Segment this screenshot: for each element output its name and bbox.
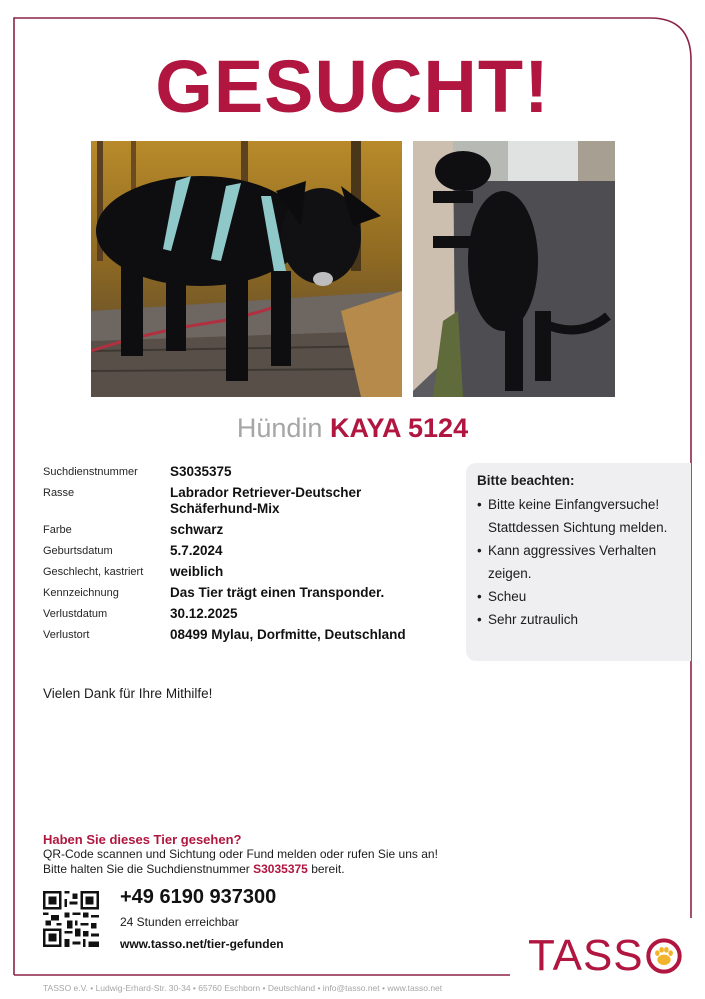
detail-label: Farbe — [43, 524, 72, 536]
detail-label: Geschlecht, kastriert — [43, 566, 144, 578]
cta-line-2-prefix: Bitte halten Sie die Suchdienstnummer — [43, 862, 254, 876]
detail-row-breed — [43, 485, 453, 517]
detail-row-identification — [43, 585, 453, 601]
logo-text: TASS — [528, 931, 644, 980]
detail-row-loss-location — [43, 627, 453, 643]
detail-value: Das Tier trägt einen Transponder. — [170, 585, 385, 600]
detail-row-color — [43, 522, 453, 538]
paw-icon — [645, 937, 683, 975]
detail-row-birthdate — [43, 543, 453, 559]
notice-item: • Kann aggressives Verhalten zeigen. — [477, 539, 681, 585]
detail-value: schwarz — [170, 522, 224, 537]
contact-website-link[interactable]: www.tasso.net/tier-gefunden — [120, 937, 284, 951]
cta-question: Haben Sie dieses Tier gesehen? — [43, 832, 242, 847]
cta-line-2 — [43, 862, 438, 877]
contact-hours: 24 Stunden erreichbar — [120, 915, 239, 929]
notice-item: • Scheu — [477, 585, 681, 608]
detail-value: 5.7.2024 — [170, 543, 223, 558]
notice-item: • Sehr zutraulich — [477, 608, 681, 631]
notice-list — [477, 493, 681, 631]
pet-photo-2 — [413, 141, 615, 397]
detail-value: S3035375 — [170, 464, 232, 479]
detail-label: Rasse — [43, 487, 75, 499]
contact-phone[interactable]: +49 6190 937300 — [120, 886, 277, 908]
qr-code[interactable] — [43, 891, 99, 947]
page-title: GESUCHT! — [155, 45, 550, 128]
detail-row-search-number — [43, 464, 453, 480]
call-to-action — [43, 832, 438, 877]
pet-name: KAYA 5124 — [329, 413, 469, 443]
detail-value: 08499 Mylau, Dorfmitte, Deutschland — [170, 627, 406, 642]
cta-line-1: QR-Code scannen und Sichtung oder Fund melden oder rufen Sie uns an! — [43, 847, 438, 861]
footer-address: TASSO e.V. • Ludwig-Erhard-Str. 30-34 • 65760 Eschborn • Deutschland • info@tasso.net • www.tasso.net — [43, 983, 443, 993]
notice-item: • Bitte keine Einfangversuche! Stattdessen Sichtung melden. — [477, 493, 681, 539]
detail-label: Kennzeichnung — [43, 587, 119, 599]
pet-details-table — [43, 464, 453, 648]
detail-label: Verlustort — [43, 629, 90, 641]
detail-value: Labrador Retriever-Deutscher Schäferhund-Mix — [170, 485, 362, 516]
cta-search-number: S3035375 — [253, 862, 308, 876]
pet-sex: Hündin — [236, 413, 323, 443]
detail-value: weiblich — [170, 564, 224, 579]
detail-row-loss-date — [43, 606, 453, 622]
tasso-logo — [528, 933, 683, 979]
pet-name-heading — [0, 415, 705, 442]
notice-box — [466, 463, 691, 661]
notice-heading: Bitte beachten: — [477, 473, 575, 488]
detail-label: Suchdienstnummer — [43, 466, 138, 478]
detail-label: Geburtsdatum — [43, 545, 113, 557]
cta-line-2-suffix: bereit. — [307, 862, 345, 876]
pet-photo-1 — [91, 141, 402, 397]
detail-value: 30.12.2025 — [170, 606, 238, 621]
thanks-text: Vielen Dank für Ihre Mithilfe! — [43, 686, 213, 701]
detail-label: Verlustdatum — [43, 608, 108, 620]
detail-row-sex — [43, 564, 453, 580]
